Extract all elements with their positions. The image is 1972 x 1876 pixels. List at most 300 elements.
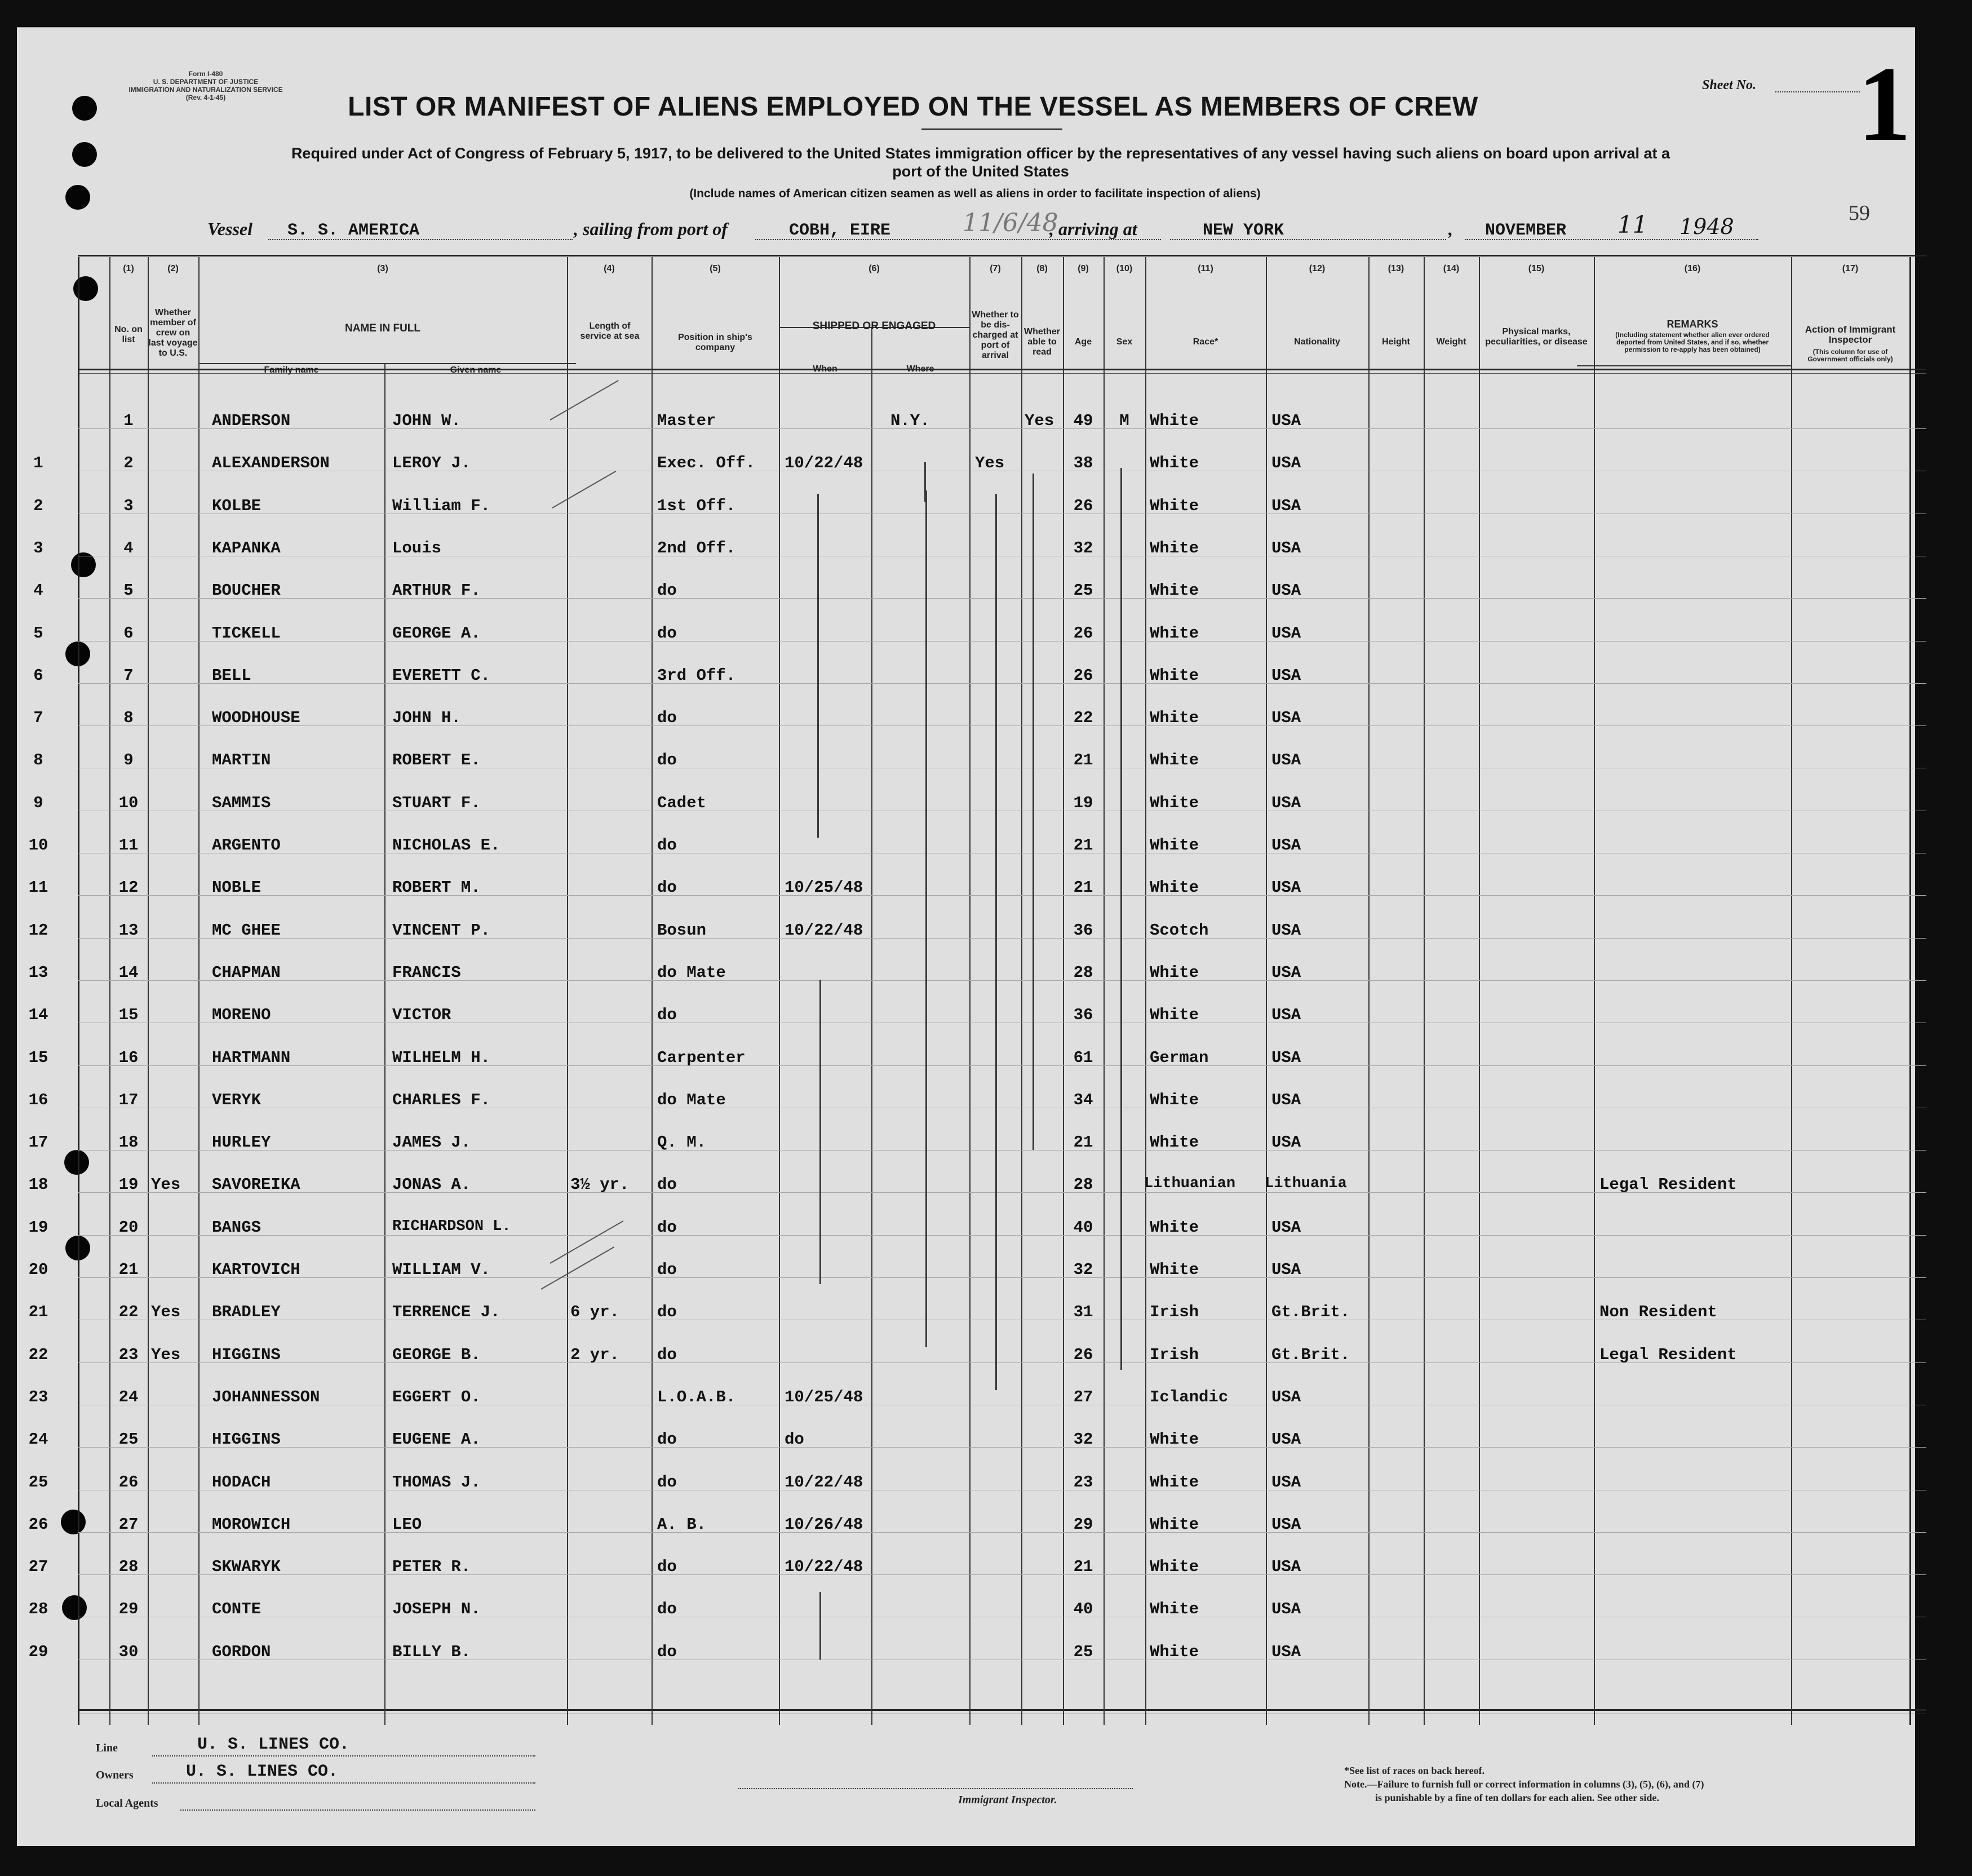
cell-race: White [1150,1558,1199,1577]
cell-family: HIGGINS [212,1430,281,1449]
cell-nationality: USA [1271,963,1301,982]
cell-margin: 23 [28,1387,48,1406]
cell-family: HODACH [212,1472,271,1492]
pencil-ditto-mark [1120,468,1122,1370]
cell-family: JOHANNESSON [212,1387,320,1406]
cell-family: NOBLE [212,878,262,897]
cell-remarks: Legal Resident [1599,1345,1737,1364]
header-race: Race* [1193,337,1218,347]
cell-no: 27 [118,1515,139,1534]
cell-family: HARTMANN [212,1048,291,1067]
colnum-15: (15) [1528,264,1545,273]
cell-given: GEORGE B. [392,1345,481,1364]
header-name-in-full: NAME IN FULL [344,322,421,334]
cell-margin: 16 [28,1090,48,1109]
cell-given: JONAS A. [392,1175,471,1194]
cell-margin: 27 [28,1558,48,1577]
cell-race: White [1150,709,1199,728]
cell-age: 25 [1073,1642,1093,1661]
page-title: LIST OR MANIFEST OF ALIENS EMPLOYED ON THE VESSEL AS MEMBERS OF CREW [348,92,1478,122]
col-divider [109,257,110,1725]
subtitle-line-1: Required under Act of Congress of February 5, 1917, to be delivered to the United States immigration officer by the representatives of any vessel having such aliens on board upon arrival at a [291,145,1670,162]
cell-margin: 15 [28,1048,48,1067]
cell-race: White [1150,454,1199,473]
cell-position: do [657,623,677,643]
cell-race: White [1150,1260,1199,1279]
sheet-no-label: Sheet No. [1702,78,1756,92]
cell-discharged: Yes [975,454,1005,473]
col-divider [1104,257,1105,1725]
cell-margin: 5 [33,623,43,643]
colnum-1: (1) [123,264,134,273]
cell-race: White [1150,1515,1199,1534]
cell-given: EGGERT O. [392,1387,481,1406]
arriving-label: , arriving at [1049,219,1137,239]
cell-nationality: USA [1271,496,1301,515]
cell-position: do Mate [657,1090,726,1109]
cell-nationality: USA [1271,1133,1301,1152]
header-remarks: REMARKS [1667,318,1718,330]
cell-given: CHARLES F. [392,1090,491,1109]
colnum-16: (16) [1684,264,1701,273]
pencil-ditto-mark [925,490,927,1347]
cell-family: ALEXANDERSON [212,454,330,473]
cell-family: CONTE [212,1600,262,1619]
local-agents-label: Local Agents [96,1797,158,1809]
cell-given: NICHOLAS E. [392,836,500,855]
cell-when: 10/25/48 [785,1387,863,1406]
cell-race: White [1150,623,1199,643]
cell-position: A. B. [657,1515,707,1534]
vessel-name: S. S. AMERICA [287,221,420,240]
colnum-14: (14) [1443,264,1460,273]
col-divider [1479,257,1480,1725]
cell-race: White [1150,666,1199,685]
colnum-4: (4) [604,264,615,273]
cell-family: BOUCHER [212,581,281,600]
cell-position: do [657,1642,677,1661]
cell-when: 10/22/48 [785,1558,863,1577]
cell-age: 25 [1073,581,1093,600]
cell-nationality: USA [1271,921,1301,940]
cell-nationality: USA [1271,1558,1301,1577]
cell-given: RICHARDSON L. [392,1218,511,1235]
colnum-17: (17) [1842,264,1859,273]
cell-age: 36 [1073,1006,1093,1025]
cell-when: 10/26/48 [785,1515,863,1534]
cell-no: 5 [123,581,134,600]
cell-when: 10/22/48 [785,1472,863,1492]
cell-position: Bosun [657,921,707,940]
page-number: 59 [1849,201,1870,225]
cell-no: 16 [118,1048,139,1067]
cell-nationality: Gt.Brit. [1271,1345,1350,1364]
cell-race: White [1150,538,1199,558]
cell-nationality: USA [1271,1218,1301,1237]
cell-no: 3 [123,496,134,515]
cell-family: SAVOREIKA [212,1175,300,1194]
cell-age: 27 [1073,1387,1093,1406]
header-length-of-service: Length of service at sea [580,321,640,341]
cell-family: ANDERSON [212,412,291,430]
cell-nationality: USA [1271,1430,1301,1449]
cell-margin: 17 [28,1133,48,1152]
col-divider [78,257,79,1725]
colnum-11: (11) [1198,264,1213,273]
owners-label: Owners [96,1769,134,1781]
cell-family: MORENO [212,1006,271,1025]
cell-no: 8 [123,709,134,728]
cell-given: BILLY B. [392,1642,471,1661]
cell-given: VINCENT P. [392,921,491,940]
cell-given: EVERETT C. [392,666,491,685]
col-divider [1791,257,1792,1725]
cell-no: 12 [118,878,139,897]
races-footnote: *See list of races on back hereof. [1344,1765,1485,1776]
cell-family: BANGS [212,1218,262,1237]
cell-family: MC GHEE [212,921,281,940]
cell-margin: 14 [28,1006,48,1025]
cell-position: do [657,751,677,770]
punch-hole [64,1150,89,1175]
cell-margin: 29 [28,1642,48,1661]
cell-race: White [1150,1218,1199,1237]
cell-nationality: USA [1271,1642,1301,1661]
punch-hole [72,142,97,167]
cell-remarks: Legal Resident [1599,1175,1737,1194]
cell-position: do [657,1260,677,1279]
page-subtitle [130,144,1832,180]
cell-race: White [1150,836,1199,855]
cell-no: 30 [118,1642,139,1661]
cell-nationality: USA [1271,1600,1301,1619]
cell-no: 4 [123,538,134,558]
cell-race: White [1150,1642,1199,1661]
cell-age: 61 [1073,1048,1093,1067]
cell-age: 29 [1073,1515,1093,1534]
cell-nationality: USA [1271,878,1301,897]
col-divider [969,257,971,1725]
table-top-border [78,255,1926,256]
cell-given: PETER R. [392,1558,471,1577]
cell-nationality: USA [1271,581,1301,600]
cell-margin: 7 [33,709,43,728]
cell-age: 26 [1073,623,1093,643]
cell-age: 32 [1073,1430,1093,1449]
punch-hole [61,1510,86,1534]
cell-no: 23 [118,1345,139,1364]
form-number: Form I-480 [188,70,223,78]
cell-race: Iclandic [1150,1387,1229,1406]
colnum-12: (12) [1309,264,1326,273]
cell-age: 40 [1073,1600,1093,1619]
inspector-label: Immigrant Inspector. [958,1794,1057,1806]
cell-margin: 11 [28,878,48,897]
cell-when: 10/22/48 [785,454,863,473]
cell-position: do [657,709,677,728]
line-label: Line [96,1742,118,1754]
col-divider [1424,257,1425,1725]
cell-position: Q. M. [657,1133,707,1152]
cell-last: Yes [151,1345,181,1364]
cell-family: KARTOVICH [212,1260,300,1279]
cell-position: 1st Off. [657,496,736,515]
cell-when: do [785,1430,804,1449]
cell-no: 22 [118,1303,139,1322]
cell-nationality: Gt.Brit. [1271,1303,1350,1322]
cell-position: Exec. Off. [657,454,756,473]
cell-given: GEORGE A. [392,623,481,643]
cell-no: 6 [123,623,134,643]
cell-nationality: USA [1271,751,1301,770]
cell-position: L.O.A.B. [657,1387,736,1406]
cell-age: 28 [1073,963,1093,982]
col-divider [1368,257,1370,1725]
pencil-ditto-mark [1032,474,1034,1150]
cell-given: THOMAS J. [392,1472,481,1492]
cell-margin: 26 [28,1515,48,1534]
cell-race: Lithuanian [1144,1175,1236,1193]
cell-no: 29 [118,1600,139,1619]
cell-family: SKWARYK [212,1558,281,1577]
cell-family: TICKELL [212,623,281,643]
inspector-signature-line [738,1788,1133,1789]
header-shipped-or-engaged: SHIPPED OR ENGAGED [812,320,936,332]
arrival-month: NOVEMBER [1485,221,1567,240]
cell-family: HIGGINS [212,1345,281,1364]
penalty-note-line-1: Note.—Failure to furnish full or correct information in columns (3), (5), (6), and (7) [1344,1778,1704,1790]
cell-margin: 9 [33,793,43,812]
cell-margin: 22 [28,1345,48,1364]
cell-margin: 20 [28,1260,48,1279]
colnum-10: (10) [1116,264,1133,273]
cell-family: SAMMIS [212,793,271,812]
cell-age: 23 [1073,1472,1093,1492]
header-sex: Sex [1116,337,1133,347]
cell-given: ROBERT E. [392,751,481,770]
cell-race: White [1150,1430,1199,1449]
header-family-name: Family name [264,365,319,375]
cell-age: 21 [1073,1558,1093,1577]
cell-race: Scotch [1150,921,1209,940]
cell-age: 22 [1073,709,1093,728]
cell-position: do [657,1006,677,1025]
colnum-8: (8) [1036,264,1048,273]
colnum-7: (7) [990,264,1001,273]
cell-no: 2 [123,454,134,473]
cell-no: 25 [118,1430,139,1449]
cell-remarks: Non Resident [1599,1303,1717,1322]
cell-given: WILHELM H. [392,1048,491,1067]
header-age: Age [1074,337,1092,347]
cell-margin: 28 [28,1600,48,1619]
cell-margin: 24 [28,1430,48,1449]
punch-hole [62,1595,87,1620]
cell-position: do [657,1472,677,1492]
header-position: Position in ship's company [678,333,752,352]
sailing-label: , sailing from port of [574,219,728,239]
line-value: U. S. LINES CO. [197,1735,350,1754]
table-bottom-border [78,1709,1926,1711]
cell-position: do [657,1175,677,1194]
cell-no: 13 [118,921,139,940]
cell-position: do [657,836,677,855]
cell-age: 26 [1073,1345,1093,1364]
cell-position: do [657,1600,677,1619]
cell-age: 34 [1073,1090,1093,1109]
cell-nationality: USA [1271,709,1301,728]
cell-margin: 19 [28,1218,48,1237]
cell-no: 1 [123,412,134,430]
cell-nationality: USA [1271,1515,1301,1534]
form-department: U. S. DEPARTMENT OF JUSTICE [153,78,259,86]
cell-nationality: USA [1271,666,1301,685]
col-divider [384,363,385,1725]
header-physical-marks: Physical marks, peculiarities, or disease [1485,327,1588,347]
cell-nationality: USA [1271,1387,1301,1406]
cell-age: 21 [1073,1133,1093,1152]
penalty-note-line-2: is punishable by a fine of ten dollars for each alien. See other side. [1375,1792,1659,1803]
header-no-on-list: No. on list [114,325,143,344]
line-field [152,1755,535,1756]
cell-race: White [1150,1006,1199,1025]
cell-given: ROBERT M. [392,878,481,897]
cell-position: do Mate [657,963,726,982]
colnum-9: (9) [1078,264,1089,273]
pencil-slash [552,471,617,508]
cell-service: 2 yr. [570,1345,620,1364]
cell-given: TERRENCE J. [392,1303,500,1322]
cell-position: 2nd Off. [657,538,736,558]
cell-no: 14 [118,963,139,982]
cell-position: do [657,878,677,897]
cell-race: Irish [1150,1345,1199,1364]
cell-age: 49 [1073,412,1093,430]
header-weight: Weight [1436,337,1466,347]
cell-last: Yes [151,1303,181,1322]
cell-age: 31 [1073,1303,1093,1322]
col-divider [198,257,200,1725]
cell-margin: 6 [33,666,43,685]
cell-given: EUGENE A. [392,1430,481,1449]
form-service: IMMIGRATION AND NATURALIZATION SERVICE [128,86,283,94]
cell-margin: 1 [33,454,43,473]
col-divider [148,257,149,1725]
remarks-subheader-line [1577,365,1791,366]
cell-given: JOHN H. [392,709,461,728]
cell-position: do [657,1430,677,1449]
cell-nationality: USA [1271,412,1301,430]
cell-nationality: USA [1271,1006,1301,1025]
name-subheader-line [198,363,576,364]
cell-race: White [1150,496,1199,515]
col-divider [779,257,780,1725]
cell-given: JAMES J. [392,1133,471,1152]
cell-no: 20 [118,1218,139,1237]
cell-age: 32 [1073,1260,1093,1279]
cell-given: FRANCIS [392,963,461,982]
cell-margin: 10 [28,836,48,855]
cell-given: ARTHUR F. [392,581,481,600]
cell-no: 15 [118,1006,139,1025]
pencil-ditto-mark [819,1592,821,1660]
cell-given: VICTOR [392,1006,451,1025]
cell-when: 10/25/48 [785,878,863,897]
cell-nationality: USA [1271,1472,1301,1492]
cell-family: HURLEY [212,1133,271,1152]
cell-margin: 8 [33,751,43,770]
cell-margin: 18 [28,1175,48,1194]
cell-position: do [657,581,677,600]
header-remarks-note: (Including statement whether alien ever ordered deported from United States, and if so, whether permission to re-apply has been obtained) [1615,331,1770,353]
cell-no: 9 [123,751,134,770]
cell-service: 3½ yr. [570,1175,630,1194]
local-agents-field [180,1809,535,1811]
colnum-13: (13) [1388,264,1404,273]
cell-margin: 12 [28,921,48,940]
cell-last: Yes [151,1175,181,1194]
cell-margin: 25 [28,1472,48,1492]
cell-nationality: USA [1271,1048,1301,1067]
cell-race: White [1150,412,1199,430]
cell-given: STUART F. [392,793,481,812]
cell-age: 21 [1073,878,1093,897]
cell-no: 28 [118,1558,139,1577]
col-divider [1909,257,1911,1725]
cell-position: Carpenter [657,1048,746,1067]
cell-read: Yes [1025,412,1054,430]
pencil-ditto-mark [817,494,819,838]
header-inspector-action: Action of Immigrant Inspector [1805,324,1896,345]
col-divider [1145,257,1146,1725]
cell-position: Cadet [657,793,707,812]
col-divider [871,327,872,1725]
cell-nationality: USA [1271,623,1301,643]
cell-margin: 13 [28,963,48,982]
cell-family: ARGENTO [212,836,281,855]
subnote: (Include names of American citizen seamen as well as aliens in order to facilitate inspection of aliens) [689,187,1261,200]
cell-position: Master [657,412,716,430]
cell-nationality: USA [1271,1090,1301,1109]
cell-race: White [1150,1133,1199,1152]
cell-when: 10/22/48 [785,921,863,940]
cell-given: William F. [392,496,491,515]
departure-port: COBH, EIRE [789,221,891,240]
cell-nationality: USA [1271,1260,1301,1279]
cell-age: 19 [1073,793,1093,812]
cell-family: VERYK [212,1090,262,1109]
cell-no: 19 [118,1175,139,1194]
cell-nationality: Lithuania [1265,1175,1347,1193]
cell-family: KOLBE [212,496,262,515]
cell-no: 26 [118,1472,139,1492]
pencil-slash [550,380,619,421]
header-last-voyage: Whether member of crew on last voyage to U.S. [148,308,198,358]
cell-family: BELL [212,666,251,685]
cell-margin: 21 [28,1303,48,1322]
header-height: Height [1382,337,1410,347]
cell-race: White [1150,751,1199,770]
cell-given: WILLIAM V. [392,1260,491,1279]
header-where: Where [906,364,934,374]
cell-race: German [1150,1048,1209,1067]
colnum-2: (2) [167,264,179,273]
header-nationality: Nationality [1294,337,1340,347]
cell-age: 26 [1073,666,1093,685]
col-divider [1063,257,1064,1725]
cell-given: JOSEPH N. [392,1600,481,1619]
comma: , [1448,219,1453,239]
